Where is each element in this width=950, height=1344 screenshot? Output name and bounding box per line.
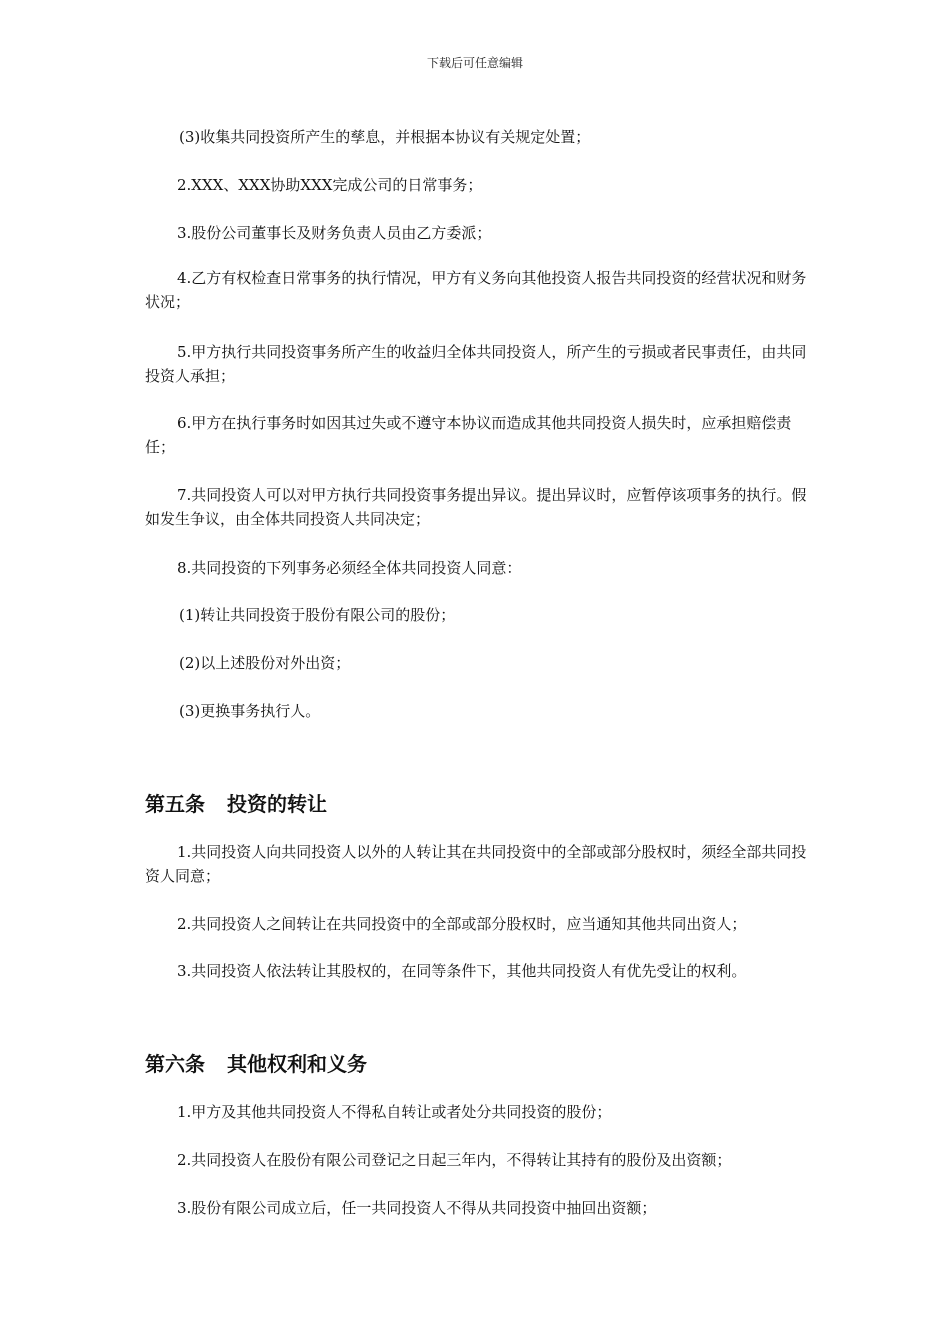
section-6-number: 第六条 [145, 1052, 205, 1076]
clause-4-7-3: (3)收集共同投资所产生的孳息，并根据本协议有关规定处置； [179, 128, 591, 146]
clause-5-1: 1.共同投资人向共同投资人以外的人转让其在共同投资中的全部或部分股权时，须经全部共同投资人同意； [145, 843, 807, 885]
clause-4-6: 6.甲方在执行事务时如因其过失或不遵守本协议而造成其他共同投资人损失时，应承担赔偿责任； [145, 414, 792, 456]
section-5-title: 投资的转让 [227, 792, 327, 816]
clause-4-3: 3.股份公司董事长及财务负责人员由乙方委派； [177, 224, 492, 242]
clause-4-8-2: (2)以上述股份对外出资； [179, 654, 351, 672]
section-6-heading [145, 1050, 367, 1078]
clause-6-1: 1.甲方及其他共同投资人不得私自转让或者处分共同投资的股份； [177, 1103, 612, 1121]
clause-4-8: 8.共同投资的下列事务必须经全体共同投资人同意： [177, 559, 522, 577]
clause-5-3: 3.共同投资人依法转让其股权的，在同等条件下，其他共同投资人有优先受让的权利。 [177, 962, 747, 980]
clause-4-5: 5.甲方执行共同投资事务所产生的收益归全体共同投资人，所产生的亏损或者民事责任，由共同投资人承担； [145, 343, 807, 385]
clause-6-2: 2.共同投资人在股份有限公司登记之日起三年内，不得转让其持有的股份及出资额； [177, 1151, 732, 1169]
section-5-number: 第五条 [145, 792, 205, 816]
clause-4-4: 4.乙方有权检查日常事务的执行情况，甲方有义务向其他投资人报告共同投资的经营状况和财务状况； [145, 269, 807, 311]
clause-4-7: 7.共同投资人可以对甲方执行共同投资事务提出异议。提出异议时，应暂停该项事务的执行。假如发生争议，由全体共同投资人共同决定； [145, 486, 807, 528]
section-5-heading [145, 790, 327, 818]
clause-4-8-3: (3)更换事务执行人。 [179, 702, 321, 720]
clause-5-2: 2.共同投资人之间转让在共同投资中的全部或部分股权时，应当通知其他共同出资人； [177, 915, 747, 933]
page-header: 下载后可任意编辑 [426, 56, 523, 70]
clause-4-8-1: (1)转让共同投资于股份有限公司的股份； [179, 606, 456, 624]
clause-6-3: 3.股份有限公司成立后，任一共同投资人不得从共同投资中抽回出资额； [177, 1199, 657, 1217]
clause-4-2: 2.XXX、XXX协助XXX完成公司的日常事务； [177, 176, 483, 194]
section-6-title: 其他权利和义务 [227, 1052, 367, 1076]
